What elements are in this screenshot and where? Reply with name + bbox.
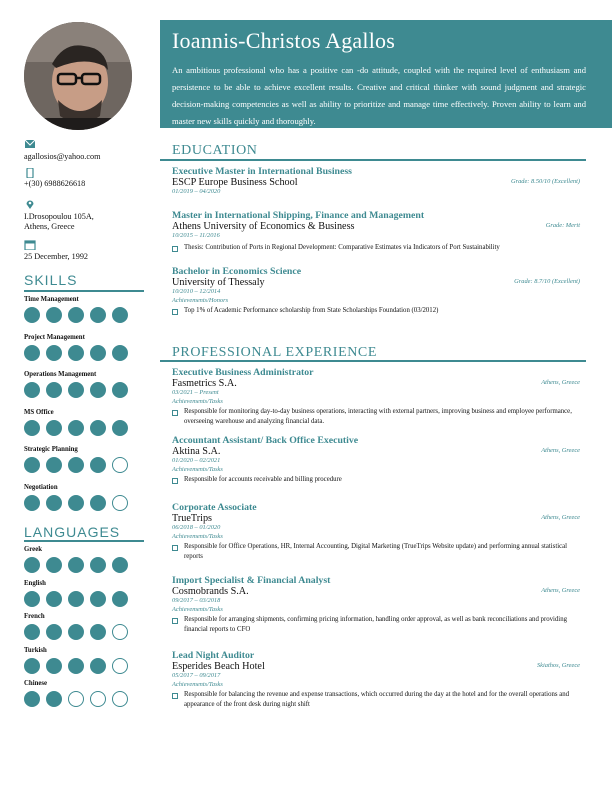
entry-org-row — [172, 446, 580, 457]
filled-dot — [24, 624, 40, 640]
filled-dot — [90, 591, 106, 607]
bullet-text: Responsible for monitoring day-to-day business operations, interacting with external partners, improving business and employee performance, overseeing warehouse and analyzing financial data. — [184, 408, 572, 425]
bullet-item — [172, 306, 580, 316]
skills-divider — [24, 290, 144, 292]
empty-dot — [112, 691, 128, 707]
empty-dot — [90, 691, 106, 707]
rating-dots — [24, 658, 128, 674]
entry — [172, 575, 580, 635]
bullet-item — [172, 690, 580, 710]
filled-dot — [68, 557, 84, 573]
entry-title: Import Specialist & Financial Analyst — [172, 575, 331, 586]
envelope-icon — [24, 139, 36, 149]
header-band — [160, 20, 612, 128]
entry-meta: Grade: 8.50/10 (Excellent) — [510, 178, 580, 185]
skills-heading: SKILLS — [24, 272, 78, 288]
entry-meta: Grade: 8.7/10 (Excellent) — [514, 278, 580, 285]
filled-dot — [90, 457, 106, 473]
rating-label: Operations Management — [24, 371, 97, 378]
empty-dot — [68, 691, 84, 707]
filled-dot — [46, 624, 62, 640]
entry-organization: TrueTrips — [172, 513, 213, 524]
bullet-item — [172, 243, 580, 253]
entry-subheading: Achievements/Honors — [172, 297, 229, 304]
rating-item — [24, 580, 128, 607]
entry-org-row — [172, 586, 580, 597]
rating-label: Project Management — [24, 333, 85, 341]
experience-divider — [160, 360, 586, 362]
entry-meta: Athens, Greece — [541, 587, 580, 594]
rating-item — [24, 484, 128, 511]
entry-subheading: Achievements/Tasks — [172, 398, 223, 405]
rating-dots — [24, 382, 128, 398]
rating-item — [24, 371, 128, 398]
entry-date: 03/2021 – Present — [172, 389, 219, 396]
entry-date: 01/2020 – 02/2021 — [172, 457, 221, 464]
filled-dot — [112, 420, 128, 436]
calendar-icon — [24, 240, 36, 250]
email-text: agallosios@yahoo.com — [24, 152, 101, 161]
entry-meta: Athens, Greece — [541, 447, 580, 454]
filled-dot — [68, 382, 84, 398]
entry-meta: Athens, Greece — [541, 379, 580, 386]
bullet-item — [172, 615, 580, 635]
address-line1: I.Drosopoulou 105A, — [24, 212, 94, 221]
filled-dot — [112, 557, 128, 573]
filled-dot — [90, 307, 106, 323]
rating-dots — [24, 345, 128, 361]
entry-date: 10/2015 – 11/2016 — [172, 232, 220, 239]
entry-subheading: Achievements/Tasks — [172, 466, 223, 473]
rating-item — [24, 409, 128, 436]
entry-subheading: Achievements/Tasks — [172, 681, 223, 688]
filled-dot — [68, 495, 84, 511]
rating-label: MS Office — [24, 408, 54, 416]
rating-item — [24, 446, 128, 473]
entry — [172, 210, 580, 253]
filled-dot — [46, 658, 62, 674]
location-pin-icon — [24, 199, 36, 209]
entry-date: 09/2017 – 03/2018 — [172, 597, 221, 604]
phone-icon — [24, 168, 36, 178]
entry-date: 01/2019 – 04/2020 — [172, 188, 221, 195]
filled-dot — [68, 457, 84, 473]
bullet-square-icon — [172, 309, 178, 315]
filled-dot — [90, 345, 106, 361]
education-heading: EDUCATION — [172, 143, 258, 158]
rating-dots — [24, 457, 128, 473]
entry-meta: Athens, Greece — [541, 514, 580, 521]
bullet-text: Responsible for accounts receivable and billing procedure — [184, 476, 342, 483]
experience-heading: PROFESSIONAL EXPERIENCE — [172, 345, 378, 360]
entry-organization: University of Thessaly — [172, 277, 265, 288]
bullet-text: Thesis: Contribution of Ports in Regional Development: Comparative Estimates via Indicators of Port Sustainability — [184, 244, 500, 251]
entry-date: 10/2010 – 12/2014 — [172, 288, 221, 295]
filled-dot — [68, 420, 84, 436]
bullet-square-icon — [172, 478, 178, 484]
rating-item — [24, 647, 128, 674]
bullet-text: Responsible for balancing the revenue and expense transactions, which occurred during the day at the hotel and for the overall operations and appearance of the front desk during night shift — [184, 691, 570, 708]
entry-title: Master in International Shipping, Finance and Management — [172, 210, 425, 221]
filled-dot — [68, 658, 84, 674]
filled-dot — [46, 495, 62, 511]
rating-item — [24, 296, 128, 323]
rating-dots — [24, 591, 128, 607]
filled-dot — [90, 557, 106, 573]
entry-meta: Skiathos, Greece — [536, 662, 580, 669]
bullet-item — [172, 542, 580, 562]
portrait-icon — [24, 22, 132, 130]
entry-title: Executive Business Administrator — [172, 367, 314, 378]
filled-dot — [24, 382, 40, 398]
filled-dot — [24, 457, 40, 473]
entry-organization: ESCP Europe Business School — [172, 177, 298, 188]
filled-dot — [24, 420, 40, 436]
entry-organization: Cosmobrands S.A. — [172, 586, 249, 597]
entry-organization: Fasmetrics S.A. — [172, 378, 237, 389]
entry — [172, 166, 580, 197]
entry-organization: Athens University of Economics & Business — [172, 221, 355, 232]
address-line2: Athens, Greece — [24, 222, 75, 231]
filled-dot — [46, 382, 62, 398]
filled-dot — [112, 382, 128, 398]
filled-dot — [68, 591, 84, 607]
languages-divider — [24, 540, 144, 542]
entry-subheading: Achievements/Tasks — [172, 606, 223, 613]
bullet-square-icon — [172, 693, 178, 699]
entry — [172, 367, 580, 427]
filled-dot — [46, 557, 62, 573]
filled-dot — [90, 382, 106, 398]
entry-organization: Aktina S.A. — [172, 446, 221, 457]
profile-summary: An ambitious professional who has a positive can -do attitude, coupled with the required level of enthusiasm and persistence to be able to achieve excellent results. Creative and critical thinker with sound judgment and strategic decision-making competencies as well as ability to prioritize and manage time effectively. Proven ability to learn and master new skills quickly and thoroughly. — [172, 65, 586, 126]
filled-dot — [24, 557, 40, 573]
candidate-name: Ioannis-Christos Agallos — [172, 28, 395, 53]
filled-dot — [24, 691, 40, 707]
profile-photo — [24, 22, 132, 130]
entry-org-row — [172, 378, 580, 389]
filled-dot — [46, 591, 62, 607]
entry-org-row — [172, 661, 580, 672]
rating-dots — [24, 420, 128, 436]
entry-title: Bachelor in Economics Science — [172, 266, 302, 277]
rating-label: Turkish — [24, 646, 47, 654]
rating-label: Time Management — [24, 296, 79, 303]
bullet-item — [172, 407, 580, 427]
entry-date: 05/2017 – 09/2017 — [172, 672, 221, 679]
entry-subheading: Achievements/Tasks — [172, 533, 223, 540]
entry-meta: Grade: Merit — [545, 222, 580, 229]
filled-dot — [24, 658, 40, 674]
bullet-text: Responsible for arranging shipments, confirming pricing information, handling order approval, as well as bank reconciliations and providing financial reports to CFO — [184, 616, 567, 633]
filled-dot — [24, 307, 40, 323]
filled-dot — [46, 691, 62, 707]
rating-item — [24, 680, 128, 707]
filled-dot — [46, 420, 62, 436]
entry-org-row — [172, 221, 580, 232]
filled-dot — [90, 658, 106, 674]
rating-label: Greek — [24, 546, 42, 553]
filled-dot — [90, 420, 106, 436]
rating-item — [24, 334, 128, 361]
filled-dot — [68, 307, 84, 323]
entry — [172, 266, 580, 316]
bullet-text: Responsible for Office Operations, HR, Internal Accounting, Digital Marketing (TrueTrips Website update) and performing annual statistical reports — [184, 543, 568, 560]
entry — [172, 502, 580, 562]
bullet-text: Top 1% of Academic Performance scholarship from State Scholarships Foundation (03/2012) — [184, 307, 439, 314]
rating-dots — [24, 495, 128, 511]
entry-title: Accountant Assistant/ Back Office Executive — [172, 435, 359, 446]
rating-dots — [24, 557, 128, 573]
filled-dot — [68, 345, 84, 361]
filled-dot — [112, 591, 128, 607]
filled-dot — [24, 495, 40, 511]
bullet-square-icon — [172, 618, 178, 624]
rating-item — [24, 613, 128, 640]
empty-dot — [112, 457, 128, 473]
languages-heading: LANGUAGES — [24, 524, 121, 540]
rating-dots — [24, 307, 128, 323]
rating-label: Strategic Planning — [24, 446, 78, 453]
rating-label: French — [24, 613, 45, 620]
filled-dot — [46, 345, 62, 361]
entry-date: 06/2018 – 01/2020 — [172, 524, 221, 531]
entry — [172, 435, 580, 485]
entry — [172, 650, 580, 710]
filled-dot — [68, 624, 84, 640]
entry-organization: Esperides Beach Hotel — [172, 661, 265, 672]
rating-label: Chinese — [24, 680, 48, 687]
empty-dot — [112, 658, 128, 674]
empty-dot — [112, 624, 128, 640]
filled-dot — [24, 345, 40, 361]
empty-dot — [112, 495, 128, 511]
entry-title: Executive Master in International Business — [172, 166, 352, 177]
filled-dot — [90, 495, 106, 511]
filled-dot — [90, 624, 106, 640]
filled-dot — [46, 457, 62, 473]
filled-dot — [112, 345, 128, 361]
bullet-item — [172, 475, 580, 485]
bullet-square-icon — [172, 410, 178, 416]
rating-dots — [24, 691, 128, 707]
rating-label: Negotiation — [24, 483, 58, 491]
birthdate-text: 25 December, 1992 — [24, 252, 89, 261]
rating-item — [24, 546, 128, 573]
phone-text: +(30) 6988626618 — [24, 179, 86, 188]
rating-dots — [24, 624, 128, 640]
entry-title: Corporate Associate — [172, 502, 257, 513]
bullet-square-icon — [172, 545, 178, 551]
entry-title: Lead Night Auditor — [172, 650, 255, 661]
filled-dot — [112, 307, 128, 323]
education-divider — [160, 159, 586, 161]
filled-dot — [24, 591, 40, 607]
entry-org-row — [172, 513, 580, 524]
rating-label: English — [24, 579, 46, 587]
bullet-square-icon — [172, 246, 178, 252]
filled-dot — [46, 307, 62, 323]
